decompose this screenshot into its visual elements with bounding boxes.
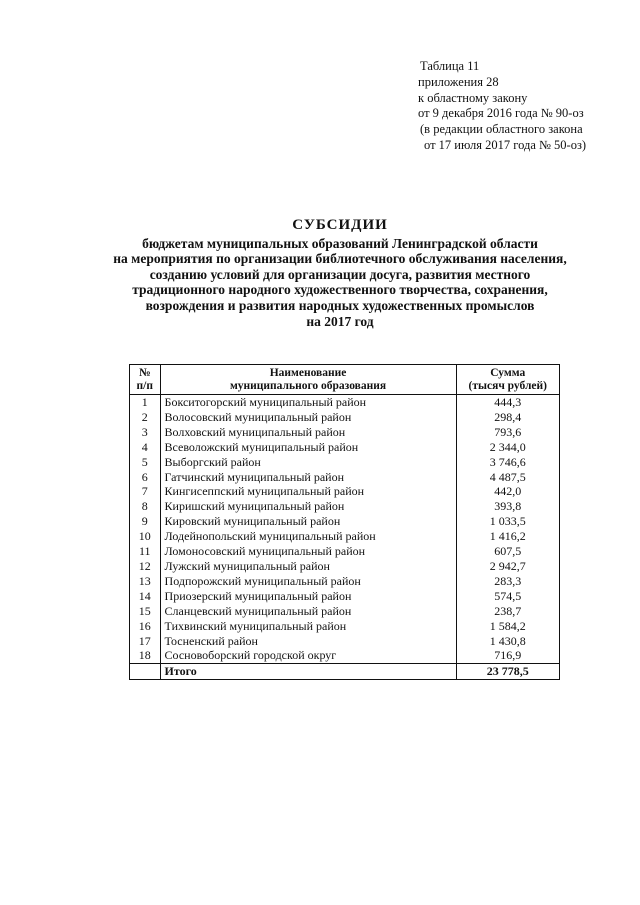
row-name: Кингисеппский муниципальный район <box>160 484 456 499</box>
row-sum: 1 430,8 <box>456 634 559 649</box>
table-row <box>130 395 560 410</box>
row-name: Лужский муниципальный район <box>160 559 456 574</box>
annex-line: к областному закону <box>418 90 528 105</box>
row-sum: 2 344,0 <box>456 440 559 455</box>
table-row <box>130 470 560 485</box>
title-line: на мероприятия по организации библиотечного обслуживания населения, <box>113 251 567 267</box>
table-row <box>130 634 560 649</box>
row-sum: 298,4 <box>456 410 559 425</box>
total-label: Итого <box>160 664 456 680</box>
title-line: возрождения и развития народных художественных промыслов <box>145 297 535 313</box>
header-text: Сумма <box>490 366 526 379</box>
row-sum: 238,7 <box>456 604 559 619</box>
annex-line: приложения 28 <box>418 74 499 89</box>
header-text: № <box>138 366 151 379</box>
header-text: п/п <box>136 379 153 392</box>
table-row <box>130 410 560 425</box>
title-line: бюджетам муниципальных образований Ленинградской области <box>142 235 538 251</box>
row-name: Сланцевский муниципальный район <box>160 604 456 619</box>
row-name: Сосновоборский городской округ <box>160 648 456 663</box>
table-row <box>130 484 560 499</box>
total-sum: 23 778,5 <box>456 664 559 680</box>
table-row <box>130 559 560 574</box>
row-num: 1 <box>130 395 161 410</box>
row-name: Гатчинский муниципальный район <box>160 470 456 485</box>
row-sum: 283,3 <box>456 574 559 589</box>
annex-line: от 17 июля 2017 года № 50-оз) <box>424 137 587 152</box>
header-text: муниципального образования <box>229 379 387 392</box>
header-text: Наименование <box>269 366 347 379</box>
row-num: 14 <box>130 589 161 604</box>
table-row <box>130 425 560 440</box>
table-row <box>130 544 560 559</box>
title-line: традиционного народного художественного творчества, сохранения, <box>132 282 548 298</box>
row-name: Киришский муниципальный район <box>160 499 456 514</box>
row-name: Выборгский район <box>160 455 456 470</box>
row-sum: 574,5 <box>456 589 559 604</box>
row-sum: 793,6 <box>456 425 559 440</box>
table-row <box>130 604 560 619</box>
row-name: Приозерский муниципальный район <box>160 589 456 604</box>
row-name: Волосовский муниципальный район <box>160 410 456 425</box>
annex-line: от 9 декабря 2016 года № 90-оз <box>418 106 584 121</box>
row-name: Лодейнопольский муниципальный район <box>160 529 456 544</box>
row-num: 8 <box>130 499 161 514</box>
row-num: 10 <box>130 529 161 544</box>
row-sum: 442,0 <box>456 484 559 499</box>
table-header-row <box>130 365 560 395</box>
row-sum: 716,9 <box>456 648 559 663</box>
row-name: Тосненский район <box>160 634 456 649</box>
row-name: Подпорожский муниципальный район <box>160 574 456 589</box>
table-row <box>130 619 560 634</box>
table-row <box>130 648 560 663</box>
row-sum: 2 942,7 <box>456 559 559 574</box>
title-main: СУБСИДИИ <box>292 217 388 233</box>
total-row <box>130 664 560 680</box>
subsidies-table <box>129 364 560 680</box>
row-num: 5 <box>130 455 161 470</box>
annex-reference <box>418 59 618 154</box>
title-line: созданию условий для организации досуга, развития местного <box>149 266 531 282</box>
annex-line: (в редакции областного закона <box>420 122 583 137</box>
row-num: 9 <box>130 514 161 529</box>
table-body <box>130 395 560 680</box>
row-name: Всеволожский муниципальный район <box>160 440 456 455</box>
row-name: Бокситогорский муниципальный район <box>160 395 456 410</box>
row-name: Кировский муниципальный район <box>160 514 456 529</box>
row-num: 2 <box>130 410 161 425</box>
table-row <box>130 574 560 589</box>
table-row <box>130 455 560 470</box>
header-text: (тысяч рублей) <box>468 379 547 392</box>
row-name: Тихвинский муниципальный район <box>160 619 456 634</box>
row-name: Волховский муниципальный район <box>160 425 456 440</box>
row-sum: 1 033,5 <box>456 514 559 529</box>
header-num <box>130 365 161 395</box>
row-num: 17 <box>130 634 161 649</box>
row-num: 15 <box>130 604 161 619</box>
row-num: 16 <box>130 619 161 634</box>
header-name <box>160 365 456 395</box>
annex-line: Таблица 11 <box>420 59 480 73</box>
header-sum <box>456 365 559 395</box>
total-num-cell <box>130 664 161 680</box>
row-sum: 607,5 <box>456 544 559 559</box>
table-row <box>130 589 560 604</box>
row-num: 12 <box>130 559 161 574</box>
title-line: на 2017 год <box>306 313 374 329</box>
row-num: 6 <box>130 470 161 485</box>
row-sum: 393,8 <box>456 499 559 514</box>
row-sum: 1 416,2 <box>456 529 559 544</box>
row-name: Ломоносовский муниципальный район <box>160 544 456 559</box>
row-num: 4 <box>130 440 161 455</box>
document-title <box>60 218 620 329</box>
row-num: 3 <box>130 425 161 440</box>
row-num: 13 <box>130 574 161 589</box>
table-row <box>130 440 560 455</box>
row-num: 7 <box>130 484 161 499</box>
row-num: 18 <box>130 648 161 663</box>
table-row <box>130 514 560 529</box>
row-sum: 3 746,6 <box>456 455 559 470</box>
row-sum: 1 584,2 <box>456 619 559 634</box>
row-sum: 444,3 <box>456 395 559 410</box>
row-num: 11 <box>130 544 161 559</box>
table-row <box>130 499 560 514</box>
table-row <box>130 529 560 544</box>
row-sum: 4 487,5 <box>456 470 559 485</box>
